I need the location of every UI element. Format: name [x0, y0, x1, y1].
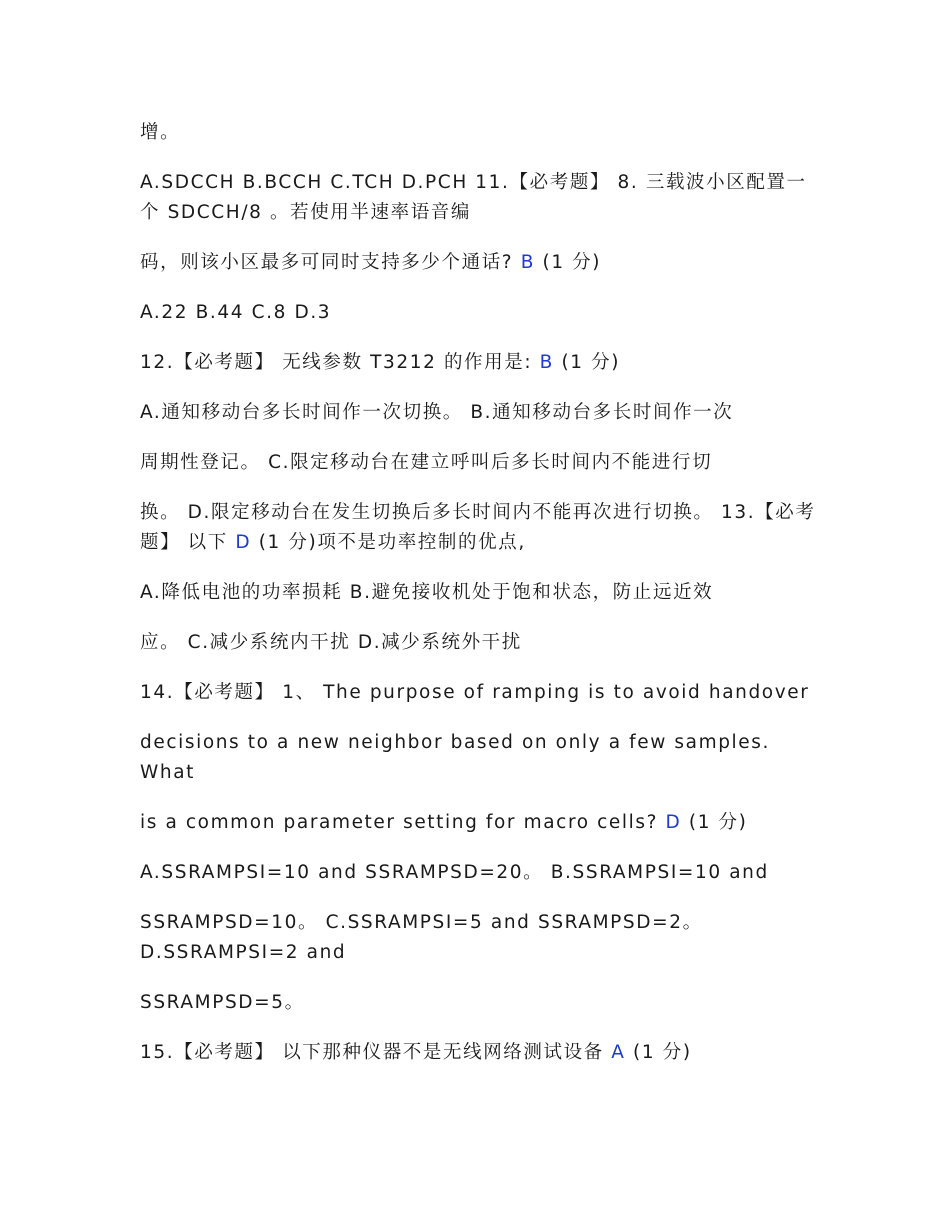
answer-key: B	[539, 352, 554, 373]
document-page	[140, 118, 820, 1088]
text-line: A.降低电池的功率损耗 B.避免接收机处于饱和状态，防止远近效	[140, 582, 714, 603]
text-segment: 换。 D.限定移动台在发生切换后多长时间内不能再次进行切换。 13.【必考题】 以下	[140, 502, 816, 553]
text-line: 增。	[140, 122, 181, 143]
answer-key: D	[665, 812, 682, 833]
text-segment: 15.【必考题】 以下那种仪器不是无线网络测试设备	[140, 1042, 604, 1063]
answer-key: A	[611, 1042, 626, 1063]
text-line: A.通知移动台多长时间作一次切换。 B.通知移动台多长时间作一次	[140, 402, 734, 423]
question-11-tail	[140, 248, 820, 278]
text-line: decisions to a new neighbor based on only a few samples. What	[140, 732, 770, 783]
text-line: A.SSRAMPSI=10 and SSRAMPSD=20。 B.SSRAMPSI=10 and	[140, 862, 769, 883]
score-label: (1 分)	[542, 252, 602, 273]
text-segment: 12.【必考题】 无线参数 T3212 的作用是:	[140, 352, 533, 373]
question-14-tail	[140, 808, 820, 838]
text-line: 周期性登记。 C.限定移动台在建立呼叫后多长时间内不能进行切	[140, 452, 713, 473]
question-13	[140, 498, 820, 558]
text-line: SSRAMPSD=5。	[140, 992, 305, 1013]
score-label: (1 分)	[633, 1042, 692, 1063]
text-line: 应。 C.减少系统内干扰 D.减少系统外干扰	[140, 632, 522, 653]
text-line: A.SDCCH B.BCCH C.TCH D.PCH 11.【必考题】 8. 三载波小区配置一个 SDCCH/8 。若使用半速率语音编	[140, 172, 807, 223]
score-label: (1 分)	[258, 532, 318, 553]
text-segment: 项不是功率控制的优点,	[317, 532, 526, 553]
score-label: (1 分)	[561, 352, 621, 373]
text-segment: is a common parameter setting for macro cells?	[140, 812, 659, 833]
question-11-options: A.22 B.44 C.8 D.3	[140, 302, 332, 323]
question-12	[140, 348, 820, 378]
answer-key: B	[520, 252, 536, 273]
question-15	[140, 1038, 820, 1068]
answer-key: D	[235, 532, 252, 553]
question-14: 14.【必考题】 1、 The purpose of ramping is to avoid handover	[140, 682, 810, 703]
text-line: SSRAMPSD=10。 C.SSRAMPSI=5 and SSRAMPSD=2。 D.SSRAMPSI=2 and	[140, 912, 703, 963]
text-segment: 码，则该小区最多可同时支持多少个通话?	[140, 252, 514, 273]
score-label: (1 分)	[688, 812, 748, 833]
